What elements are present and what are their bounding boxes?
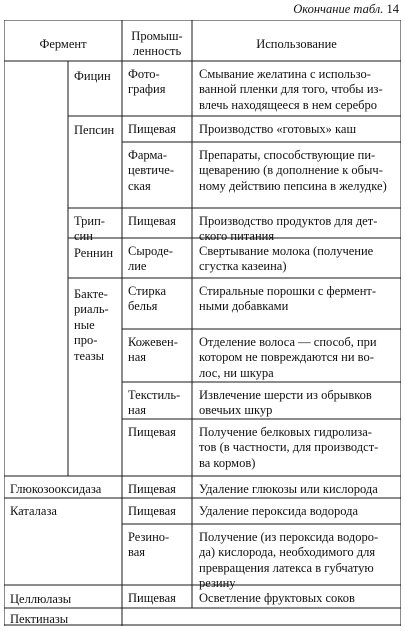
industry-cell: Фарма- цевтиче- ская <box>128 148 174 193</box>
usage-cell: Производство продуктов для дет- ского питания <box>199 214 378 244</box>
enzyme-name: Пектиназы <box>10 612 69 626</box>
industry-cell: Пищевая <box>128 214 176 228</box>
usage-cell: Смывание желатина с использо- ванной пленки для того, чтобы из- влечь находящееся в нем серебро <box>199 67 383 112</box>
usage-cell: Получение (из пероксида водоро- да) кислорода, необходимого для превращения латекса в губчатую резину <box>199 530 379 591</box>
enzyme-table <box>4 20 401 626</box>
usage-cell: Удаление пероксида водорода <box>199 504 359 518</box>
usage-cell: Препараты, способствующие пи- щеварению (в дополнение к обыч- ному действию пепсина в желудке) <box>199 148 387 193</box>
industry-cell: Пищевая <box>128 482 176 496</box>
usage-cell: Стиральные порошки с фермент- ными добавками <box>199 284 377 314</box>
enzyme-name: Реннин <box>74 246 114 260</box>
usage-cell: Извлечение шерсти из обрывков овечьих шкур <box>199 388 372 418</box>
enzyme-name: Фицин <box>74 69 111 83</box>
table-caption: Окончание табл. 14 <box>293 2 399 16</box>
industry-cell: Текстиль- ная <box>128 388 181 418</box>
usage-cell: Осветление фруктовых соков <box>199 591 355 605</box>
industry-cell: Пищевая <box>128 425 176 439</box>
usage-cell: Удаление глюкозы или кислорода <box>199 482 378 496</box>
industry-cell: Пищевая <box>128 122 176 136</box>
header-usage: Использование <box>256 37 337 51</box>
industry-cell: Резино- вая <box>128 530 170 560</box>
industry-cell: Фото- графия <box>128 67 166 97</box>
industry-cell: Стирка белья <box>128 284 167 314</box>
industry-cell: Кожевен- ная <box>128 335 178 365</box>
enzyme-name: Каталаза <box>10 504 57 518</box>
industry-cell: Пищевая <box>128 591 176 605</box>
usage-cell: Отделение волоса — способ, при котором не повреждаются ни во- лос, ни шкура <box>199 335 377 380</box>
industry-cell: Пищевая <box>128 504 176 518</box>
enzyme-name: Бакте- риаль- ные про- теазы <box>74 287 109 363</box>
usage-cell: Свертывание молока (получение сгустка казеина) <box>199 244 374 274</box>
enzyme-name: Трип- син <box>74 214 105 244</box>
usage-cell: Получение белковых гидролиза- тов (в частности, для производст- ва кормов) <box>199 425 379 470</box>
usage-cell: Производство «готовых» каш <box>199 122 357 136</box>
enzyme-name: Пепсин <box>74 123 115 137</box>
header-enzyme: Фермент <box>39 37 87 51</box>
header-industry: Промыш- ленность <box>131 29 183 59</box>
industry-cell: Сыроде- лие <box>128 244 173 274</box>
enzyme-name: Глюкозооксидаза <box>10 482 102 496</box>
enzyme-name: Целлюлазы <box>10 592 72 606</box>
